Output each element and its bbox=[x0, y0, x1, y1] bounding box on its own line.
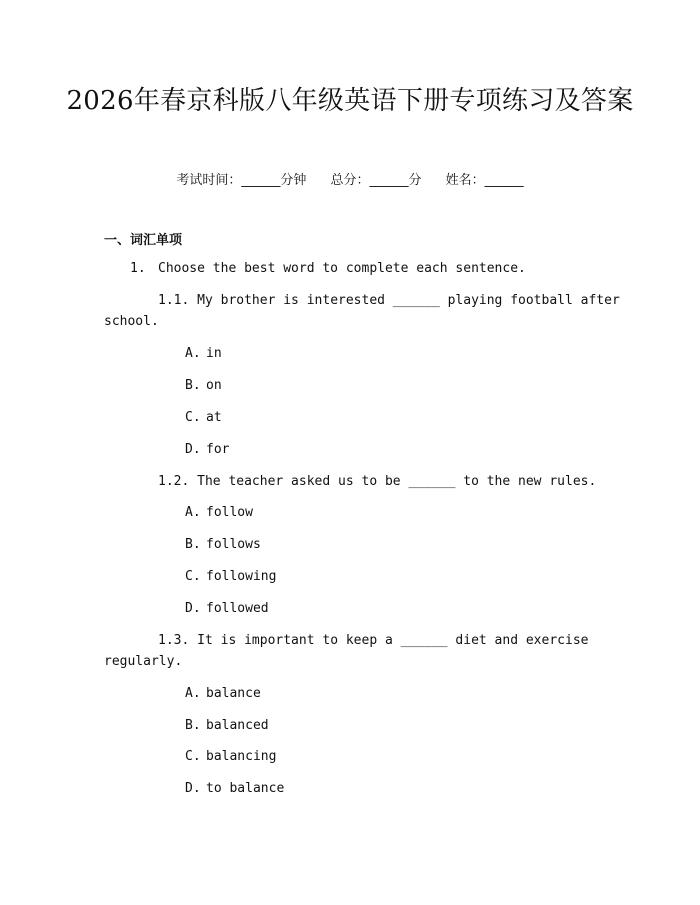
option-text: balancing bbox=[206, 749, 277, 764]
exam-meta bbox=[0, 169, 700, 188]
sub-question-1-3 bbox=[158, 633, 588, 648]
option-text: balanced bbox=[206, 718, 269, 733]
option-text: follows bbox=[206, 537, 261, 552]
option-letter: B. bbox=[185, 537, 201, 552]
option-letter: B. bbox=[185, 378, 201, 393]
sub-question-text: It is important to keep a ______ diet and exercise bbox=[197, 633, 589, 648]
option-letter: D. bbox=[185, 781, 201, 796]
sub-question-1-1 bbox=[158, 293, 620, 308]
sub-question-text: The teacher asked us to be ______ to the new rules. bbox=[197, 474, 597, 489]
option-text: follow bbox=[206, 505, 253, 520]
option-text: on bbox=[206, 378, 222, 393]
option-text: followed bbox=[206, 601, 269, 616]
sub-question-1-3-continued: regularly. bbox=[104, 654, 183, 669]
sub-question-number: 1.1. bbox=[158, 293, 190, 308]
question-number: 1. bbox=[130, 261, 146, 276]
sub-question-text: My brother is interested ______ playing football after bbox=[197, 293, 620, 308]
option-letter: D. bbox=[185, 442, 201, 457]
sub-question-number: 1.3. bbox=[158, 633, 190, 648]
option-text: at bbox=[206, 410, 222, 425]
option-text: in bbox=[206, 346, 222, 361]
option-text: following bbox=[206, 569, 277, 584]
option-text: balance bbox=[206, 686, 261, 701]
sub-question-number: 1.2. bbox=[158, 474, 190, 489]
option-letter: C. bbox=[185, 749, 201, 764]
option-letter: B. bbox=[185, 718, 201, 733]
option-text: for bbox=[206, 442, 230, 457]
option-letter: A. bbox=[185, 346, 201, 361]
section-heading: 一、词汇单项 bbox=[104, 233, 183, 248]
option-letter: A. bbox=[185, 505, 201, 520]
exam-time-label: 考试时间：______分钟 bbox=[176, 173, 307, 188]
question-instruction: Choose the best word to complete each sentence. bbox=[158, 261, 526, 276]
option-text: to balance bbox=[206, 781, 285, 796]
sub-question-1-2 bbox=[158, 474, 596, 489]
sub-question-1-1-continued: school. bbox=[104, 314, 159, 329]
option-letter: C. bbox=[185, 410, 201, 425]
name-label: 姓名：______ bbox=[445, 173, 524, 188]
option-letter: D. bbox=[185, 601, 201, 616]
page-title: 2026年春京科版八年级英语下册专项练习及答案 bbox=[66, 86, 634, 116]
total-score-label: 总分：______分 bbox=[330, 173, 422, 188]
option-letter: C. bbox=[185, 569, 201, 584]
option-letter: A. bbox=[185, 686, 201, 701]
